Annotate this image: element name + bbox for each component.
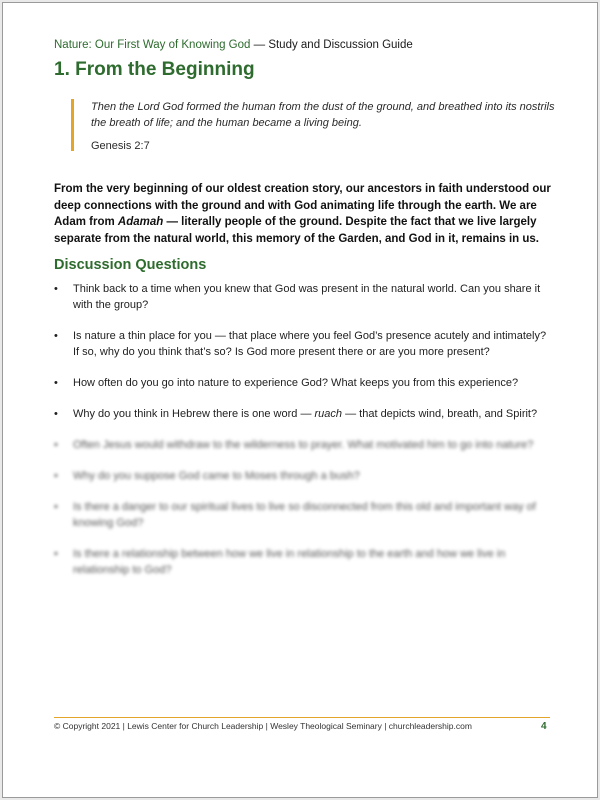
page-title: 1. From the Beginning	[54, 59, 255, 80]
intro-paragraph	[54, 181, 554, 247]
intro-emphasis: Adamah	[117, 216, 164, 228]
discussion-heading: Discussion Questions	[54, 257, 207, 273]
intro-text-part1: From the very beginning of our oldest creation story, our ancestors in faith understood our deep connections with the ground and with God animating life through the earth. We are Adam from	[54, 183, 551, 228]
scripture-text: Then the Lord God formed the human from the dust of the ground, and breathed into its nostrils the breath of life; and the human became a living being.	[91, 101, 555, 129]
bullet-icon: •	[54, 439, 58, 451]
question-list	[54, 281, 554, 578]
question-text: How often do you go into nature to experience God? What keeps you from this experience?	[73, 377, 519, 389]
question-item	[54, 375, 554, 391]
scripture-reference: Genesis 2:7	[91, 140, 150, 152]
header-separator: —	[250, 39, 269, 51]
question-text: Is there a relationship between how we live in relationship to the earth and how we live in relationship to God?	[73, 548, 506, 576]
question-item	[54, 281, 554, 313]
question-text: Is nature a thin place for you — that place where you feel God’s presence acutely and intimately? If so, why do you think that’s so? Is God more present there or are you more present?	[73, 330, 547, 358]
scripture-quote	[71, 99, 561, 151]
bullet-icon: •	[54, 408, 58, 420]
bullet-icon: •	[54, 330, 58, 342]
bullet-icon: •	[54, 470, 58, 482]
document-page	[2, 2, 598, 798]
question-text-post: — that depicts wind, breath, and Spirit?	[342, 408, 538, 420]
guide-title: Study and Discussion Guide	[268, 39, 413, 51]
footer-copyright: © Copyright 2021 | Lewis Center for Church Leadership | Wesley Theological Seminary | churchleadership.com	[54, 721, 472, 731]
question-text: Why do you suppose God came to Moses through a bush?	[73, 470, 360, 482]
footer-divider	[54, 717, 550, 718]
question-item-blurred	[54, 546, 554, 578]
bullet-icon: •	[54, 377, 58, 389]
running-header	[54, 39, 413, 51]
bullet-icon: •	[54, 283, 58, 295]
bullet-icon: •	[54, 501, 58, 513]
question-text-pre: Why do you think in Hebrew there is one word —	[73, 408, 315, 420]
question-text: Think back to a time when you knew that God was present in the natural world. Can you share it with the group?	[73, 283, 541, 311]
question-item-blurred	[54, 499, 554, 531]
question-item-blurred	[54, 437, 554, 453]
question-text: Is there a danger to our spiritual lives to live so disconnected from this old and important way of knowing God?	[73, 501, 536, 529]
question-text: Often Jesus would withdraw to the wilderness to prayer. What motivated him to go into nature?	[73, 439, 534, 451]
question-item-blurred	[54, 468, 554, 484]
series-title: Nature: Our First Way of Knowing God	[54, 39, 251, 51]
bullet-icon: •	[54, 548, 58, 560]
question-item	[54, 406, 554, 422]
intro-text-part2: — literally people of the ground. Despite the fact that we live largely separate from the natural world, this memory of the Garden, and God in it, remains in us.	[54, 216, 540, 245]
question-emphasis: ruach	[314, 408, 343, 420]
page-number: 4	[541, 721, 547, 732]
question-item	[54, 328, 554, 360]
